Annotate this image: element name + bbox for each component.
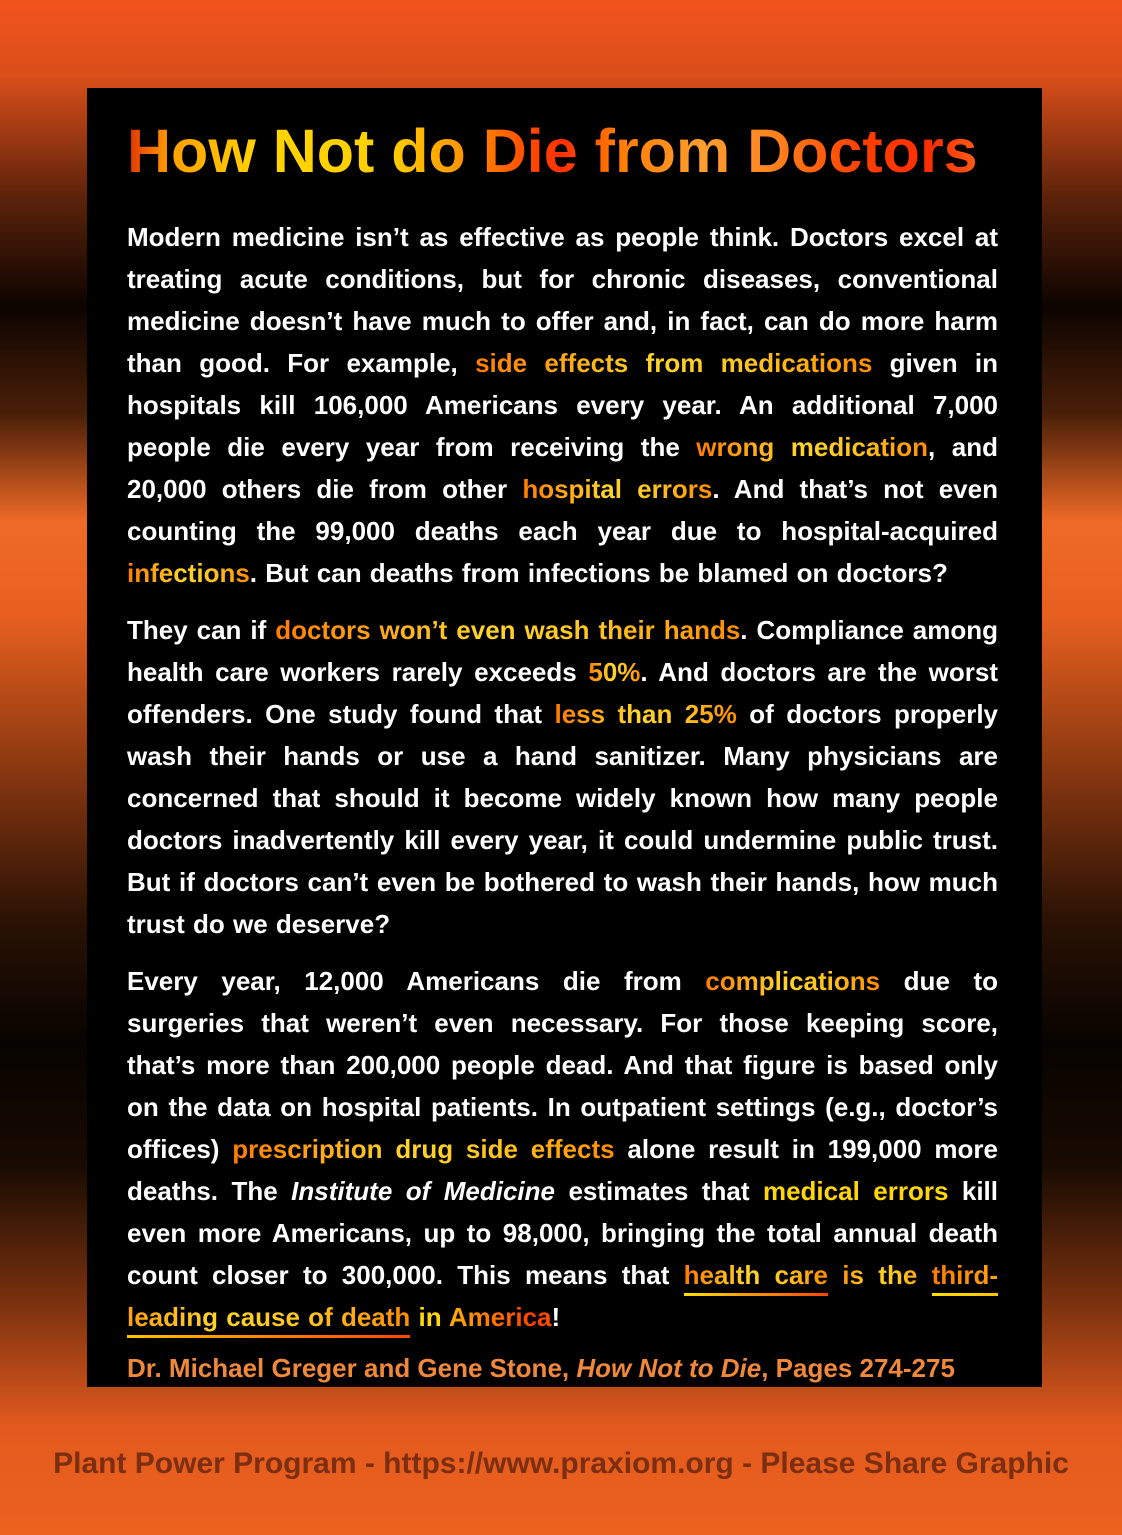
text-segment: America [448, 1302, 552, 1332]
text-segment [684, 1260, 828, 1296]
citation-line [127, 1353, 998, 1384]
text-segment: side effects from medications [475, 348, 873, 378]
text-segment: . And that’s not even counting the 99,000 deaths each year due to hospital-acquired [127, 474, 998, 546]
text-segment: How Not to Die [576, 1353, 762, 1383]
text-segment: due to surgeries that weren’t even necessary. For those keeping score, that’s more than 200,000 people dead. And that figure is based only on the data on hospital patients. In outpatient settings (e.g., doctor’s offices) [127, 966, 998, 1164]
text-segment: prescription drug side effects [232, 1134, 615, 1164]
text-segment: doctors won’t even wash their hands [275, 615, 741, 645]
text-segment: . Compliance among health care workers rarely exceeds [127, 615, 998, 687]
text-segment: They can if [127, 615, 276, 645]
text-segment: complications [705, 966, 881, 996]
text-segment: less than 25% [554, 699, 737, 729]
text-segment: Modern medicine isn’t as effective as people think. Doctors excel at treating acute conditions, but for chronic diseases, conventional medicine doesn’t have much to offer and, in fact, can do more harm than good. For example, [127, 222, 998, 378]
underlined-highlight: third-leading cause of death [127, 1260, 998, 1332]
text-segment: given in hospitals kill 106,000 Americans every year. An additional 7,000 people die every year from receiving the [127, 348, 999, 462]
text-segment: medical errors [762, 1176, 949, 1206]
text-segment: hospital errors [522, 474, 713, 504]
text-segment: infections [127, 558, 250, 588]
paragraph-2 [127, 609, 998, 945]
paragraphs-container [127, 216, 998, 1338]
content-area [87, 88, 1042, 1384]
text-segment: ! [551, 1302, 561, 1332]
page-title: How Not do Die from Doctors [127, 110, 998, 192]
text-segment: kill even more Americans, up to 98,000, bringing the total annual death count closer to 300,000. This means that [127, 1176, 999, 1290]
text-segment: is the [828, 1260, 932, 1290]
text-segment: Dr. Michael Greger and Gene Stone, [127, 1353, 577, 1383]
underlined-highlight: health care [683, 1260, 829, 1290]
text-segment: . But can deaths from infections be blamed on doctors? [249, 558, 948, 588]
text-segment: , Pages 274-275 [761, 1353, 955, 1383]
text-segment: alone result in 199,000 more deaths. The [127, 1134, 999, 1206]
text-segment: Institute of Medicine [291, 1176, 555, 1206]
content-panel [87, 88, 1042, 1387]
text-segment: in [410, 1302, 449, 1332]
text-segment: of doctors properly wash their hands or use a hand sanitizer. Many physicians are concerned that should it become widely known how many people doctors inadvertently kill every year, it could undermine public trust. But if doctors can’t even be bothered to wash their hands, how much trust do we deserve? [127, 699, 998, 939]
text-segment: wrong medication [696, 432, 929, 462]
text-segment: 50% [588, 657, 641, 687]
paragraph-3 [127, 960, 998, 1338]
text-segment: , and 20,000 others die from other [127, 432, 998, 504]
text-segment: estimates that [554, 1176, 763, 1206]
text-segment: Every year, 12,000 Americans die from [127, 966, 706, 996]
paragraph-1 [127, 216, 998, 594]
text-segment: . And doctors are the worst offenders. One study found that [127, 657, 999, 729]
footer-text: Plant Power Program - https://www.praxiom.org - Please Share Graphic [53, 1447, 1069, 1480]
